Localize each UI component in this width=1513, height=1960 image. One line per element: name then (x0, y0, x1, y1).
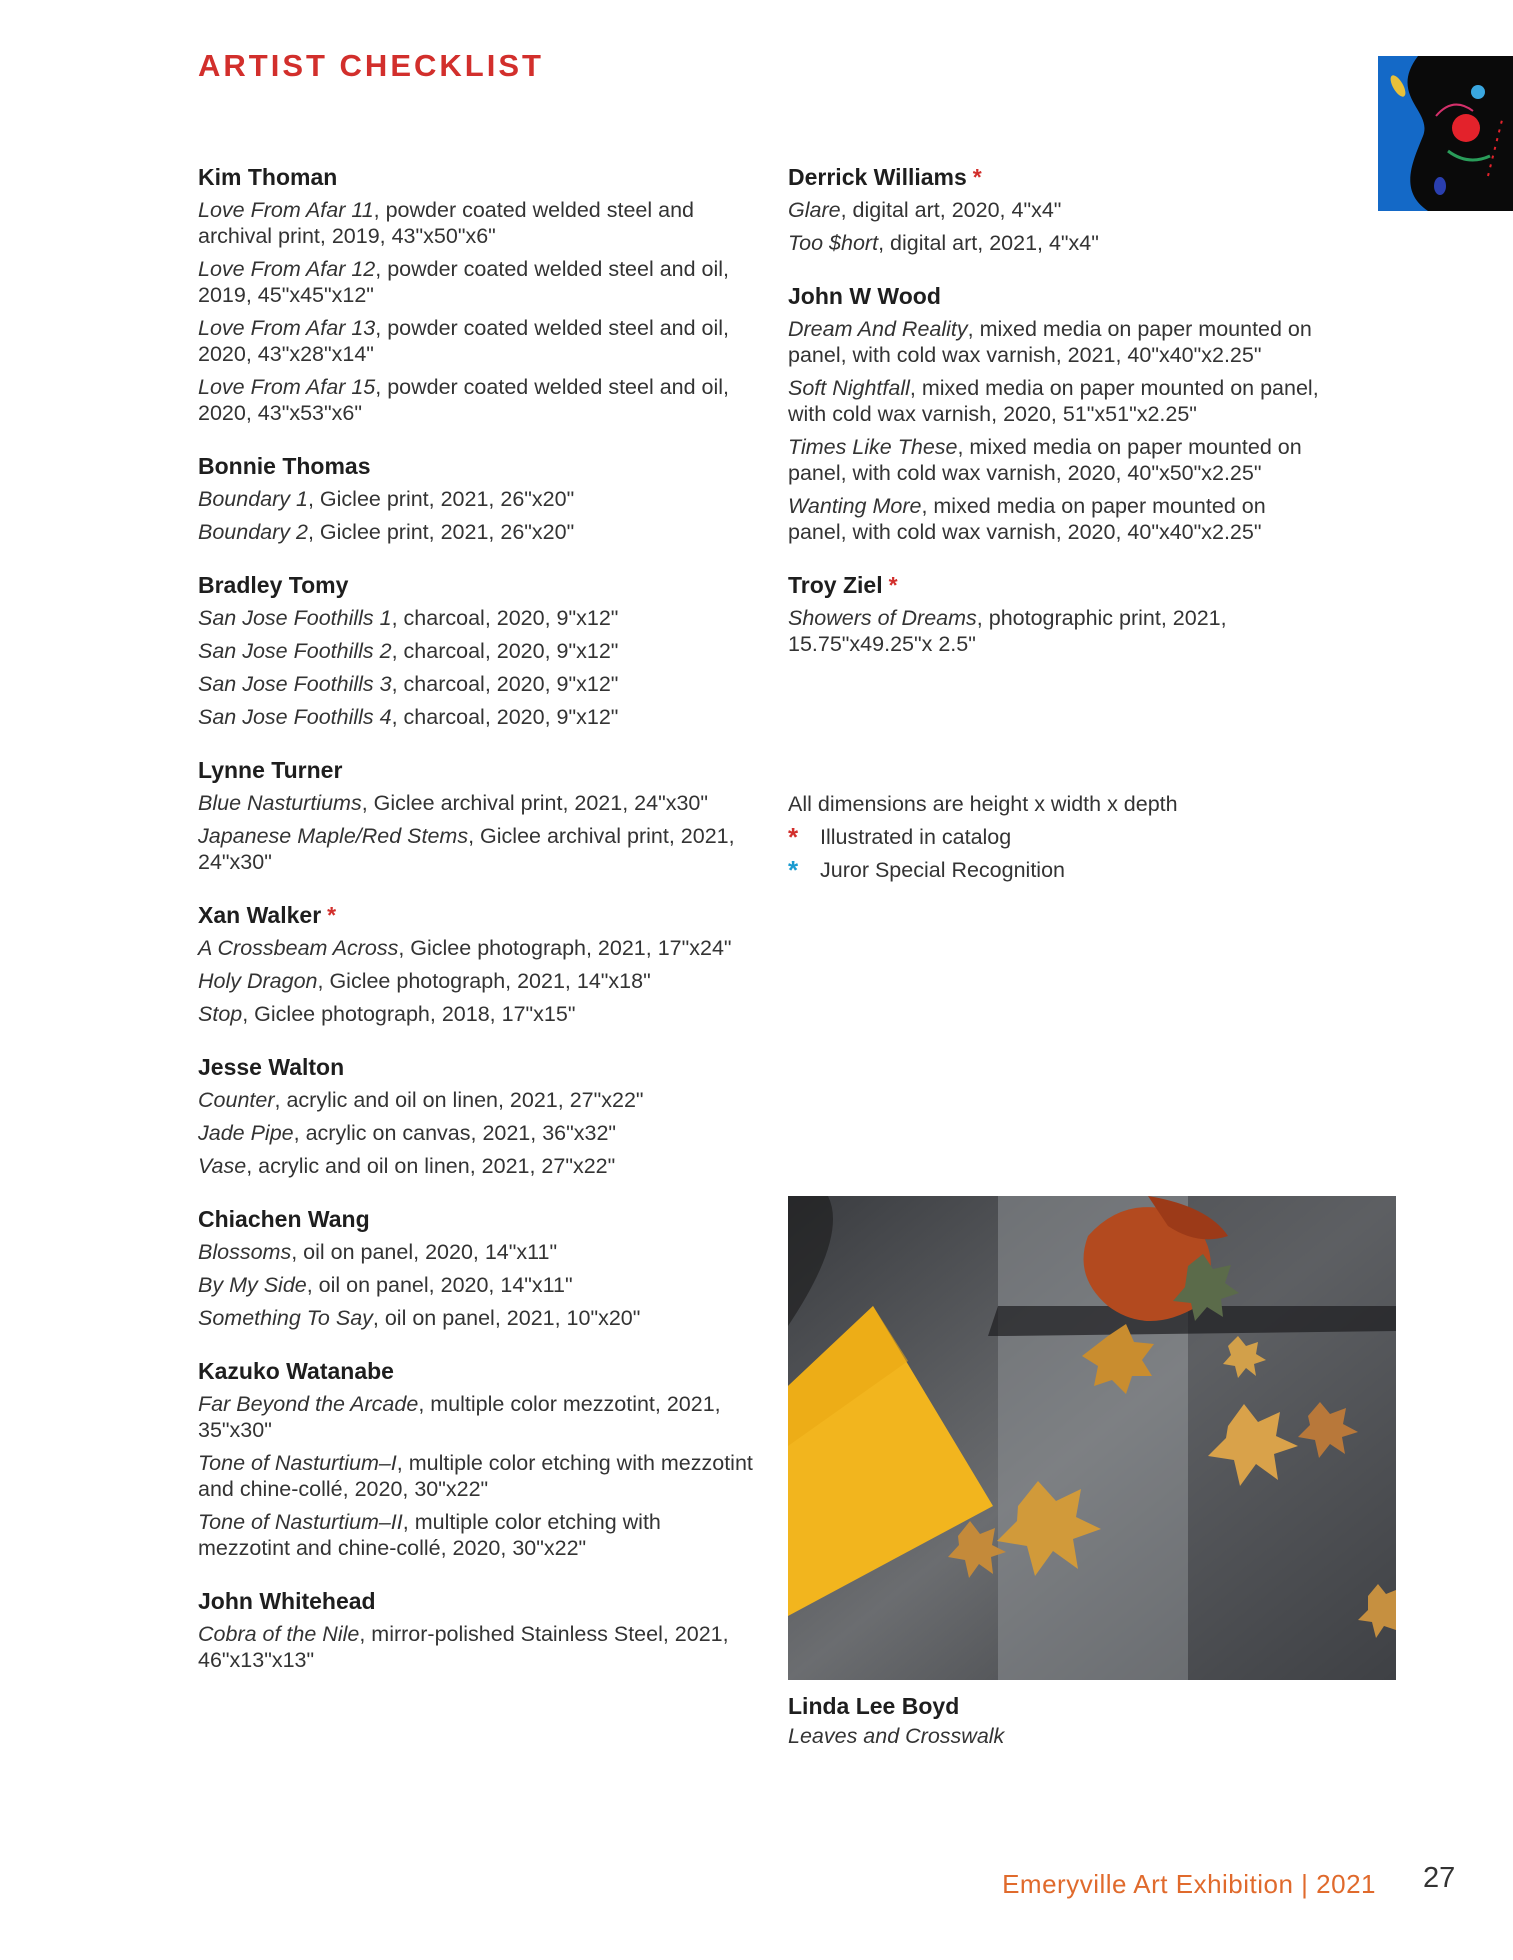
artwork-entry: San Jose Foothills 4, charcoal, 2020, 9"x12" (198, 705, 619, 729)
artist-entry (788, 570, 1328, 657)
artist-entry (198, 451, 758, 545)
left-column (198, 162, 758, 1698)
thumbnail-art (1378, 56, 1513, 211)
artwork-entry: Soft Nightfall, mixed media on paper mounted on panel, with cold wax varnish, 2020, 51"x51"x2.25" (788, 376, 1319, 426)
artwork-entry: Too $hort, digital art, 2021, 4"x4" (788, 231, 1099, 255)
artwork-entry: Counter, acrylic and oil on linen, 2021, 27"x22" (198, 1088, 644, 1112)
artwork-entry: Blossoms, oil on panel, 2020, 14"x11" (198, 1240, 558, 1264)
artist-name: Bradley Tomy (198, 572, 349, 598)
artwork-entry: Times Like These, mixed media on paper mounted on panel, with cold wax varnish, 2020, 40"x50"x2.25" (788, 435, 1302, 485)
artist-entry (788, 162, 1328, 256)
artwork-entry: Showers of Dreams, photographic print, 2021, 15.75"x49.25"x 2.5" (788, 606, 1227, 656)
blue-star-icon: * (788, 855, 799, 885)
right-column (788, 162, 1328, 682)
artwork-entry: Love From Afar 12, powder coated welded steel and oil, 2019, 45"x45"x12" (198, 257, 730, 307)
caption-title: Leaves and Crosswalk (788, 1724, 1005, 1748)
artist-name: Bonnie Thomas (198, 453, 371, 479)
artwork-entry: San Jose Foothills 1, charcoal, 2020, 9"x12" (198, 606, 619, 630)
artwork-entry: Far Beyond the Arcade, multiple color mezzotint, 2021, 35"x30" (198, 1392, 721, 1442)
artist-name: John Whitehead (198, 1588, 376, 1614)
dimensions-note: All dimensions are height x width x depth (788, 792, 1178, 816)
artist-entry (198, 162, 758, 426)
artist-entry (198, 1052, 758, 1179)
artist-entry (198, 1204, 758, 1331)
legend (788, 788, 1178, 887)
red-star-icon: * (788, 822, 799, 852)
illustrated-star-icon: * (972, 164, 982, 190)
artwork-entry: Boundary 1, Giclee print, 2021, 26"x20" (198, 487, 575, 511)
artwork-entry: San Jose Foothills 2, charcoal, 2020, 9"x12" (198, 639, 619, 663)
artist-entry (198, 755, 758, 875)
artist-entry (198, 1586, 758, 1673)
artwork-entry: Love From Afar 15, powder coated welded steel and oil, 2020, 43"x53"x6" (198, 375, 730, 425)
legend-illustrated: * Illustrated in catalog (788, 822, 1012, 852)
artwork-entry: Tone of Nasturtium–I, multiple color etching with mezzotint and chine-collé, 2020, 30"x22" (198, 1451, 753, 1501)
artwork-entry: Stop, Giclee photograph, 2018, 17"x15" (198, 1002, 576, 1026)
artist-name: Xan Walker * (198, 902, 337, 928)
artist-name: Chiachen Wang (198, 1206, 370, 1232)
artwork-entry: Holy Dragon, Giclee photograph, 2021, 14"x18" (198, 969, 651, 993)
artwork-entry: Love From Afar 13, powder coated welded steel and oil, 2020, 43"x28"x14" (198, 316, 730, 366)
legend-juror: * Juror Special Recognition (788, 855, 1065, 885)
artwork-entry: Wanting More, mixed media on paper mounted on panel, with cold wax varnish, 2020, 40"x40"x2.25" (788, 494, 1266, 544)
artwork-entry: San Jose Foothills 3, charcoal, 2020, 9"x12" (198, 672, 619, 696)
artwork-entry: Boundary 2, Giclee print, 2021, 26"x20" (198, 520, 575, 544)
artwork-entry: Japanese Maple/Red Stems, Giclee archival print, 2021, 24"x30" (198, 824, 735, 874)
artist-name: Derrick Williams * (788, 164, 982, 190)
artist-name: Troy Ziel * (788, 572, 898, 598)
artist-entry (788, 281, 1328, 545)
illustrated-star-icon: * (888, 572, 898, 598)
caption-artist: Linda Lee Boyd (788, 1693, 960, 1719)
artist-name: Kim Thoman (198, 164, 338, 190)
page-number: 27 (1423, 1862, 1456, 1894)
artist-name: John W Wood (788, 283, 941, 309)
artist-entry (198, 900, 758, 1027)
artwork-thumbnail (1378, 56, 1513, 211)
artwork-entry: Cobra of the Nile, mirror-polished Stainless Steel, 2021, 46"x13"x13" (198, 1622, 729, 1672)
footer-title: Emeryville Art Exhibition | 2021 (1002, 1869, 1376, 1899)
artist-name: Kazuko Watanabe (198, 1358, 394, 1384)
artwork-entry: Jade Pipe, acrylic on canvas, 2021, 36"x32" (198, 1121, 617, 1145)
artwork-entry: Glare, digital art, 2020, 4"x4" (788, 198, 1062, 222)
artwork-entry: Tone of Nasturtium–II, multiple color etching with mezzotint and chine-collé, 2020, 30"x22" (198, 1510, 661, 1560)
artist-entry (198, 570, 758, 730)
artwork-entry: A Crossbeam Across, Giclee photograph, 2021, 17"x24" (198, 936, 732, 960)
leaves-and-crosswalk-painting (788, 1196, 1396, 1680)
artwork-entry: Blue Nasturtiums, Giclee archival print, 2021, 24"x30" (198, 791, 709, 815)
illustrated-star-icon: * (327, 902, 337, 928)
page-title: ARTIST CHECKLIST (198, 48, 544, 83)
artist-name: Jesse Walton (198, 1054, 345, 1080)
artwork-entry: By My Side, oil on panel, 2020, 14"x11" (198, 1273, 573, 1297)
artist-entry (198, 1356, 758, 1561)
artwork-entry: Love From Afar 11, powder coated welded steel and archival print, 2019, 43"x50"x6" (198, 198, 694, 248)
artwork-entry: Something To Say, oil on panel, 2021, 10"x20" (198, 1306, 641, 1330)
featured-artwork-image (788, 1196, 1396, 1680)
artwork-entry: Dream And Reality, mixed media on paper mounted on panel, with cold wax varnish, 2021, 40"x40"x2.25" (788, 317, 1312, 367)
image-caption (788, 1691, 1004, 1751)
artwork-entry: Vase, acrylic and oil on linen, 2021, 27"x22" (198, 1154, 616, 1178)
artist-name: Lynne Turner (198, 757, 343, 783)
